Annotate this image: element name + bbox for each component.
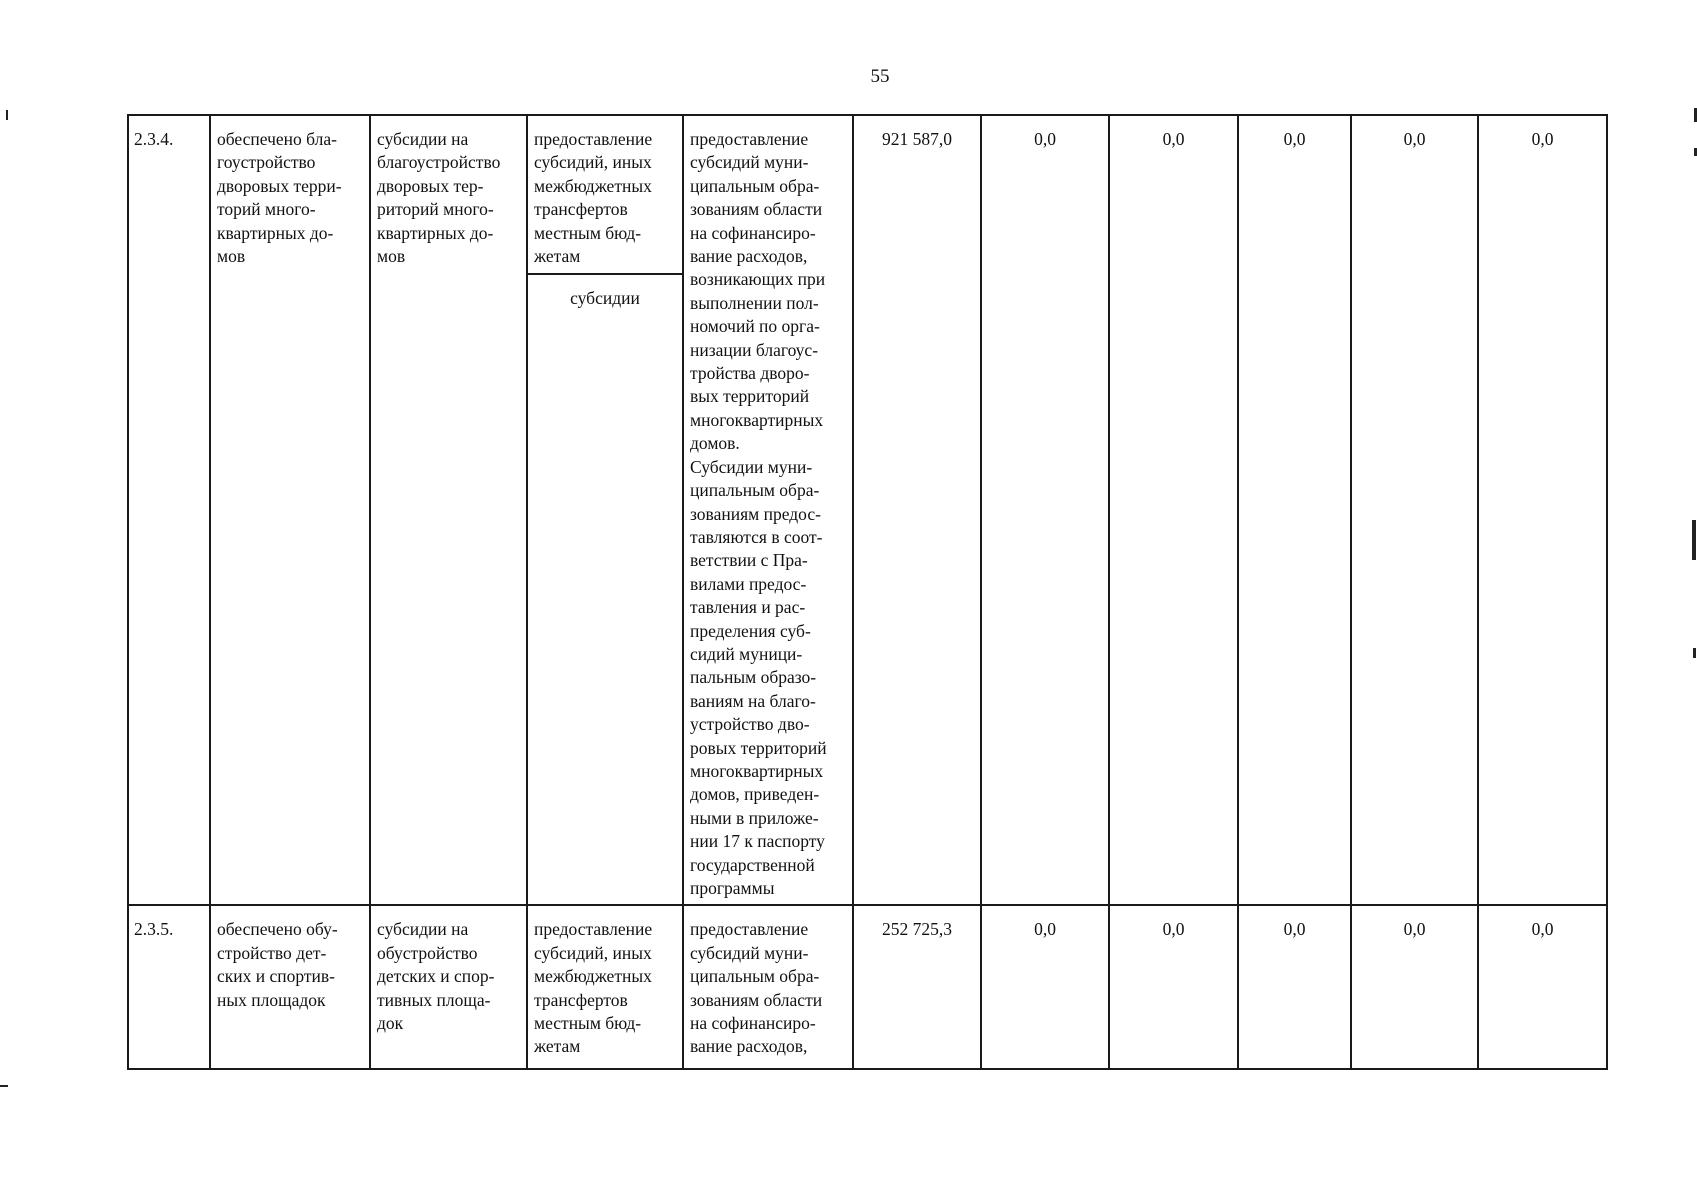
- scan-artifact: [1693, 648, 1696, 658]
- value-cell: 0,0: [1351, 115, 1478, 905]
- purpose-cell: предоставление субсидий муни- ципальным обра- зованиям области на софинансиро- вание расходов, возникающих при выполнении пол- номочий по орга- низации благоус- тройства дворо- вых территорий многоквартирных домов. Субсидии муни- ципальным обра- зованиям предос- тавляются в соот- ветствии с Пра- вилами предос- тавления и рас- пределения суб- сидий муници- пальным образо- ваниям на благо- устройство дво- ровых территорий многоквартирных домов, приведен- ными в приложе- нии 17 к паспорту государственной программы: [683, 115, 853, 905]
- value-cell: 0,0: [1478, 905, 1607, 1069]
- result-cell: обеспечено бла- гоустройство дворовых терри- торий много- квартирных до- мов: [210, 115, 370, 905]
- subsidy-name-cell: субсидии на благоустройство дворовых тер- риторий много- квартирных до- мов: [370, 115, 527, 905]
- value-cell: 0,0: [981, 905, 1109, 1069]
- value-cell: 252 725,3: [853, 905, 981, 1069]
- mechanism-cell: [527, 115, 683, 905]
- subsidy-name-cell: субсидии на обустройство детских и спор- тивных площа- док: [370, 905, 527, 1069]
- scan-artifact: [6, 110, 8, 120]
- table-row: [128, 905, 1607, 1069]
- purpose-cell: предоставление субсидий муни- ципальным обра- зованиям области на софинансиро- вание расходов,: [683, 905, 853, 1069]
- mechanism-cell: предоставление субсидий, иных межбюджетных трансфертов местным бюд- жетам: [527, 905, 683, 1069]
- value-cell: 0,0: [1109, 905, 1238, 1069]
- row-code: 2.3.5.: [128, 905, 210, 1069]
- mechanism-type: субсидии: [570, 288, 640, 309]
- value-cell: 921 587,0: [853, 115, 981, 905]
- mechanism-text: предоставление субсидий, иных межбюджетных трансфертов местным бюд- жетам: [528, 116, 682, 275]
- value-cell: 0,0: [1238, 115, 1351, 905]
- table-row: [128, 115, 1607, 905]
- result-cell: обеспечено обу- стройство дет- ских и спортив- ных площадок: [210, 905, 370, 1069]
- scan-artifact: [1692, 520, 1696, 560]
- row-code: 2.3.4.: [128, 115, 210, 905]
- value-cell: 0,0: [981, 115, 1109, 905]
- value-cell: 0,0: [1351, 905, 1478, 1069]
- program-table: [127, 114, 1608, 1070]
- value-cell: 0,0: [1238, 905, 1351, 1069]
- page-number: 55: [870, 66, 890, 87]
- value-cell: 0,0: [1478, 115, 1607, 905]
- scan-artifact: [0, 1085, 8, 1087]
- value-cell: 0,0: [1109, 115, 1238, 905]
